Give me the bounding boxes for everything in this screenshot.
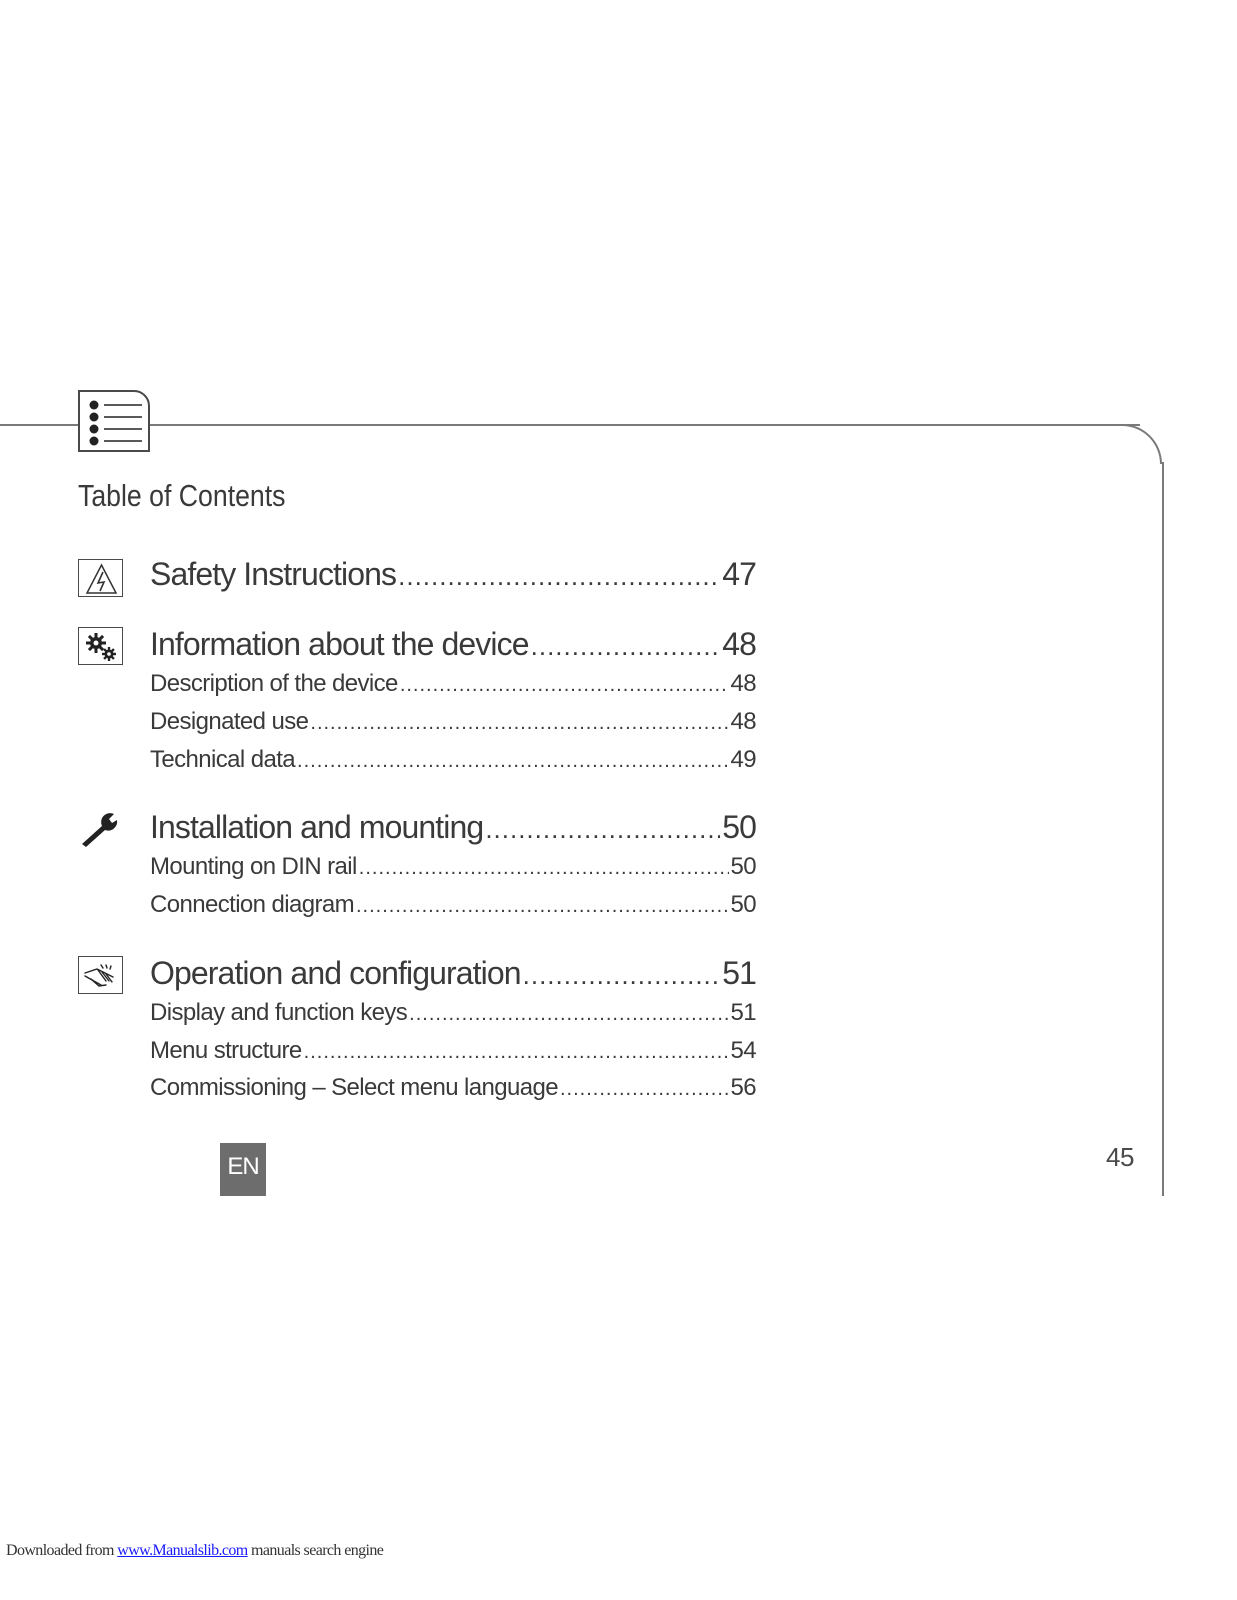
toc-entry-installation-and-mounting[interactable] [150, 809, 756, 849]
toc-subentry-designated-use[interactable] [150, 708, 756, 740]
page-title: Table of Contents [78, 478, 286, 513]
dot-leader [310, 712, 728, 735]
dot-leader [359, 857, 729, 880]
toc-subentry-page: 50 [730, 853, 756, 880]
dot-leader [485, 814, 720, 845]
header-rule [0, 424, 1140, 426]
toc-entry-information-about-the-device[interactable] [150, 626, 756, 666]
toc-entry-page: 51 [722, 955, 756, 991]
page-number: 45 [1106, 1142, 1134, 1172]
toc-subentry-page: 48 [730, 670, 756, 697]
dot-leader [409, 1003, 728, 1026]
toc-entry-label: Information about the device [150, 626, 529, 662]
hand-pointer-icon [78, 956, 123, 994]
dot-leader [304, 1041, 729, 1064]
dot-leader [560, 1078, 729, 1101]
manualslib-link[interactable]: www.Manualslib.com [117, 1542, 248, 1559]
dot-leader [531, 631, 721, 662]
toc-entry-operation-and-configuration[interactable] [150, 955, 756, 995]
toc-subentry-display-and-function-keys[interactable] [150, 999, 756, 1031]
toc-subentry-connection-diagram[interactable] [150, 891, 756, 923]
toc-subentry-label: Technical data [150, 746, 296, 773]
wrench-icon [78, 810, 123, 848]
toc-subentry-label: Display and function keys [150, 999, 408, 1026]
footer-suffix: manuals search engine [247, 1542, 384, 1559]
list-icon [78, 390, 150, 452]
toc-subentry-label: Description of the device [150, 670, 398, 697]
toc-entry-page: 50 [722, 809, 756, 845]
toc-subentry-label: Commissioning – Select menu language [150, 1074, 558, 1101]
toc-subentry-menu-structure[interactable] [150, 1037, 756, 1069]
toc-subentry-label: Mounting on DIN rail [150, 853, 357, 880]
toc-subentry-technical-data[interactable] [150, 746, 756, 778]
toc-entry-label: Installation and mounting [150, 809, 484, 845]
gears-icon [78, 627, 123, 665]
toc-subentry-label: Menu structure [150, 1037, 302, 1064]
toc-subentry-description-of-the-device[interactable] [150, 670, 756, 702]
toc-entry-label: Operation and configuration [150, 955, 521, 991]
language-tab: EN [220, 1143, 266, 1196]
toc-subentry-commissioning-select-menu-language[interactable] [150, 1074, 756, 1106]
frame-corner [1122, 424, 1162, 464]
dot-leader [398, 561, 720, 592]
toc-subentry-page: 54 [730, 1037, 756, 1064]
toc-entry-label: Safety Instructions [150, 556, 397, 592]
toc-entry-safety-instructions[interactable] [150, 556, 756, 596]
toc-subentry-label: Designated use [150, 708, 309, 735]
right-margin-rule [1162, 462, 1164, 1196]
toc-entry-page: 47 [722, 556, 756, 592]
dot-leader [356, 895, 729, 918]
toc-subentry-page: 49 [730, 746, 756, 773]
dot-leader [297, 750, 728, 773]
toc-subentry-mounting-on-din-rail[interactable] [150, 853, 756, 885]
dot-leader [400, 674, 729, 697]
footer [6, 1542, 383, 1560]
warning-lightning-icon [78, 559, 123, 597]
dot-leader [523, 960, 721, 991]
toc-entry-page: 48 [722, 626, 756, 662]
toc-subentry-label: Connection diagram [150, 891, 354, 918]
toc-subentry-page: 50 [730, 891, 756, 918]
toc-subentry-page: 56 [730, 1074, 756, 1101]
toc-subentry-page: 51 [730, 999, 756, 1026]
footer-prefix: Downloaded from [6, 1542, 118, 1559]
toc-subentry-page: 48 [730, 708, 756, 735]
